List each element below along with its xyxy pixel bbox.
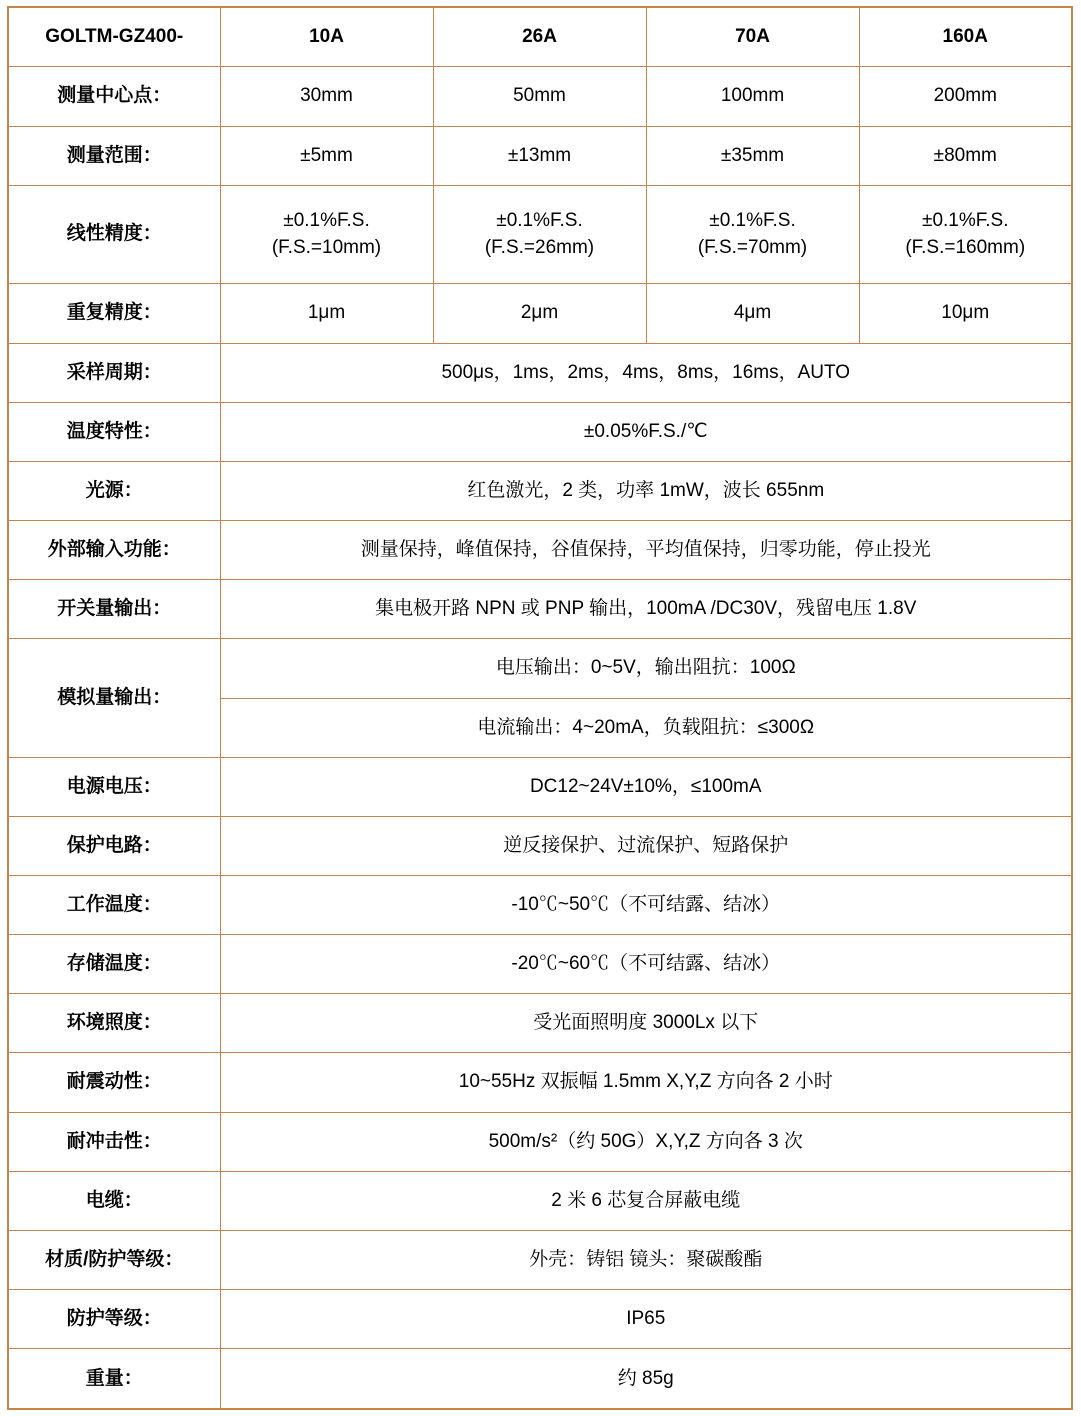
table-row — [8, 521, 1072, 580]
table-row — [8, 402, 1072, 461]
cell-light-source: 红色激光，2 类，功率 1mW，波长 655nm — [220, 461, 1072, 520]
table-row — [8, 1290, 1072, 1349]
row-label-linearity: 线性精度： — [8, 185, 220, 284]
row-label-ambient-illuminance: 环境照度： — [8, 994, 220, 1053]
table-row — [8, 67, 1072, 126]
cell-measure-range-70a: ±35mm — [646, 126, 859, 185]
table-row — [8, 580, 1072, 639]
row-label-light-source: 光源： — [8, 461, 220, 520]
cell-cable: 2 米 6 芯复合屏蔽电缆 — [220, 1171, 1072, 1230]
linearity-26a-line2: (F.S.=26mm) — [484, 236, 595, 258]
cell-repeatability-26a: 2μm — [433, 284, 646, 343]
cell-repeatability-70a: 4μm — [646, 284, 859, 343]
cell-external-input: 测量保持，峰值保持，谷值保持，平均值保持，归零功能，停止投光 — [220, 521, 1072, 580]
cell-repeatability-160a: 10μm — [859, 284, 1072, 343]
row-label-ingress-protection: 防护等级： — [8, 1290, 220, 1349]
linearity-10a-line2: (F.S.=10mm) — [271, 236, 382, 258]
cell-repeatability-10a: 1μm — [220, 284, 433, 343]
cell-measure-center-10a: 30mm — [220, 67, 433, 126]
linearity-160a-line2: (F.S.=160mm) — [905, 236, 1026, 258]
variant-header-10a: 10A — [220, 7, 433, 67]
linearity-70a-line1: ±0.1%F.S. — [709, 210, 796, 232]
cell-measure-range-10a: ±5mm — [220, 126, 433, 185]
cell-measure-range-26a: ±13mm — [433, 126, 646, 185]
table-row — [8, 343, 1072, 402]
row-label-shock-resistance: 耐冲击性： — [8, 1112, 220, 1171]
cell-measure-center-160a: 200mm — [859, 67, 1072, 126]
cell-weight: 约 85g — [220, 1349, 1072, 1409]
cell-analog-output-voltage: 电压输出：0~5V，输出阻抗：100Ω — [220, 639, 1072, 698]
cell-protection-circuit: 逆反接保护、过流保护、短路保护 — [220, 816, 1072, 875]
cell-ingress-protection: IP65 — [220, 1290, 1072, 1349]
row-label-operating-temperature: 工作温度： — [8, 876, 220, 935]
table-row — [8, 284, 1072, 343]
table-header-row — [8, 7, 1072, 67]
row-label-analog-output: 模拟量输出： — [8, 639, 220, 757]
cell-linearity-70a — [646, 185, 859, 284]
cell-switch-output: 集电极开路 NPN 或 PNP 输出，100mA /DC30V，残留电压 1.8V — [220, 580, 1072, 639]
table-row — [8, 1053, 1072, 1112]
cell-measure-center-70a: 100mm — [646, 67, 859, 126]
row-label-repeatability: 重复精度： — [8, 284, 220, 343]
cell-power-supply: DC12~24V±10%，≤100mA — [220, 757, 1072, 816]
cell-analog-output-current: 电流输出：4~20mA，负载阻抗：≤300Ω — [220, 698, 1072, 757]
table-row — [8, 1230, 1072, 1289]
row-label-material: 材质/防护等级： — [8, 1230, 220, 1289]
table-row — [8, 126, 1072, 185]
cell-vibration-resistance: 10~55Hz 双振幅 1.5mm X,Y,Z 方向各 2 小时 — [220, 1053, 1072, 1112]
row-label-storage-temperature: 存储温度： — [8, 935, 220, 994]
row-label-power-supply: 电源电压： — [8, 757, 220, 816]
row-label-cable: 电缆： — [8, 1171, 220, 1230]
row-label-sampling-period: 采样周期： — [8, 343, 220, 402]
table-row — [8, 461, 1072, 520]
specification-table — [7, 6, 1073, 1410]
variant-header-160a: 160A — [859, 7, 1072, 67]
table-row — [8, 935, 1072, 994]
row-label-measure-range: 测量范围： — [8, 126, 220, 185]
linearity-26a-line1: ±0.1%F.S. — [496, 210, 583, 232]
row-label-temperature-characteristic: 温度特性： — [8, 402, 220, 461]
row-label-switch-output: 开关量输出： — [8, 580, 220, 639]
table-row — [8, 1349, 1072, 1409]
model-prefix-cell: GOLTM-GZ400- — [8, 7, 220, 67]
row-label-vibration-resistance: 耐震动性： — [8, 1053, 220, 1112]
cell-ambient-illuminance: 受光面照明度 3000Lx 以下 — [220, 994, 1072, 1053]
table-row — [8, 757, 1072, 816]
cell-measure-range-160a: ±80mm — [859, 126, 1072, 185]
cell-material: 外壳：铸铝 镜头：聚碳酸酯 — [220, 1230, 1072, 1289]
cell-shock-resistance: 500m/s²（约 50G）X,Y,Z 方向各 3 次 — [220, 1112, 1072, 1171]
row-label-protection-circuit: 保护电路： — [8, 816, 220, 875]
table-row — [8, 1171, 1072, 1230]
variant-header-70a: 70A — [646, 7, 859, 67]
cell-storage-temperature: -20℃~60℃（不可结露、结冰） — [220, 935, 1072, 994]
cell-temperature-characteristic: ±0.05%F.S./℃ — [220, 402, 1072, 461]
row-label-weight: 重量： — [8, 1349, 220, 1409]
row-label-measure-center: 测量中心点： — [8, 67, 220, 126]
linearity-160a-line1: ±0.1%F.S. — [922, 210, 1009, 232]
row-label-external-input: 外部输入功能： — [8, 521, 220, 580]
linearity-10a-line1: ±0.1%F.S. — [283, 210, 370, 232]
cell-operating-temperature: -10℃~50℃（不可结露、结冰） — [220, 876, 1072, 935]
cell-linearity-160a — [859, 185, 1072, 284]
variant-header-26a: 26A — [433, 7, 646, 67]
table-row — [8, 639, 1072, 698]
table-row — [8, 185, 1072, 284]
cell-sampling-period: 500μs，1ms，2ms，4ms，8ms，16ms，AUTO — [220, 343, 1072, 402]
table-row — [8, 876, 1072, 935]
cell-linearity-26a — [433, 185, 646, 284]
table-row — [8, 816, 1072, 875]
cell-linearity-10a — [220, 185, 433, 284]
linearity-70a-line2: (F.S.=70mm) — [697, 236, 808, 258]
table-row — [8, 994, 1072, 1053]
cell-measure-center-26a: 50mm — [433, 67, 646, 126]
table-row — [8, 1112, 1072, 1171]
